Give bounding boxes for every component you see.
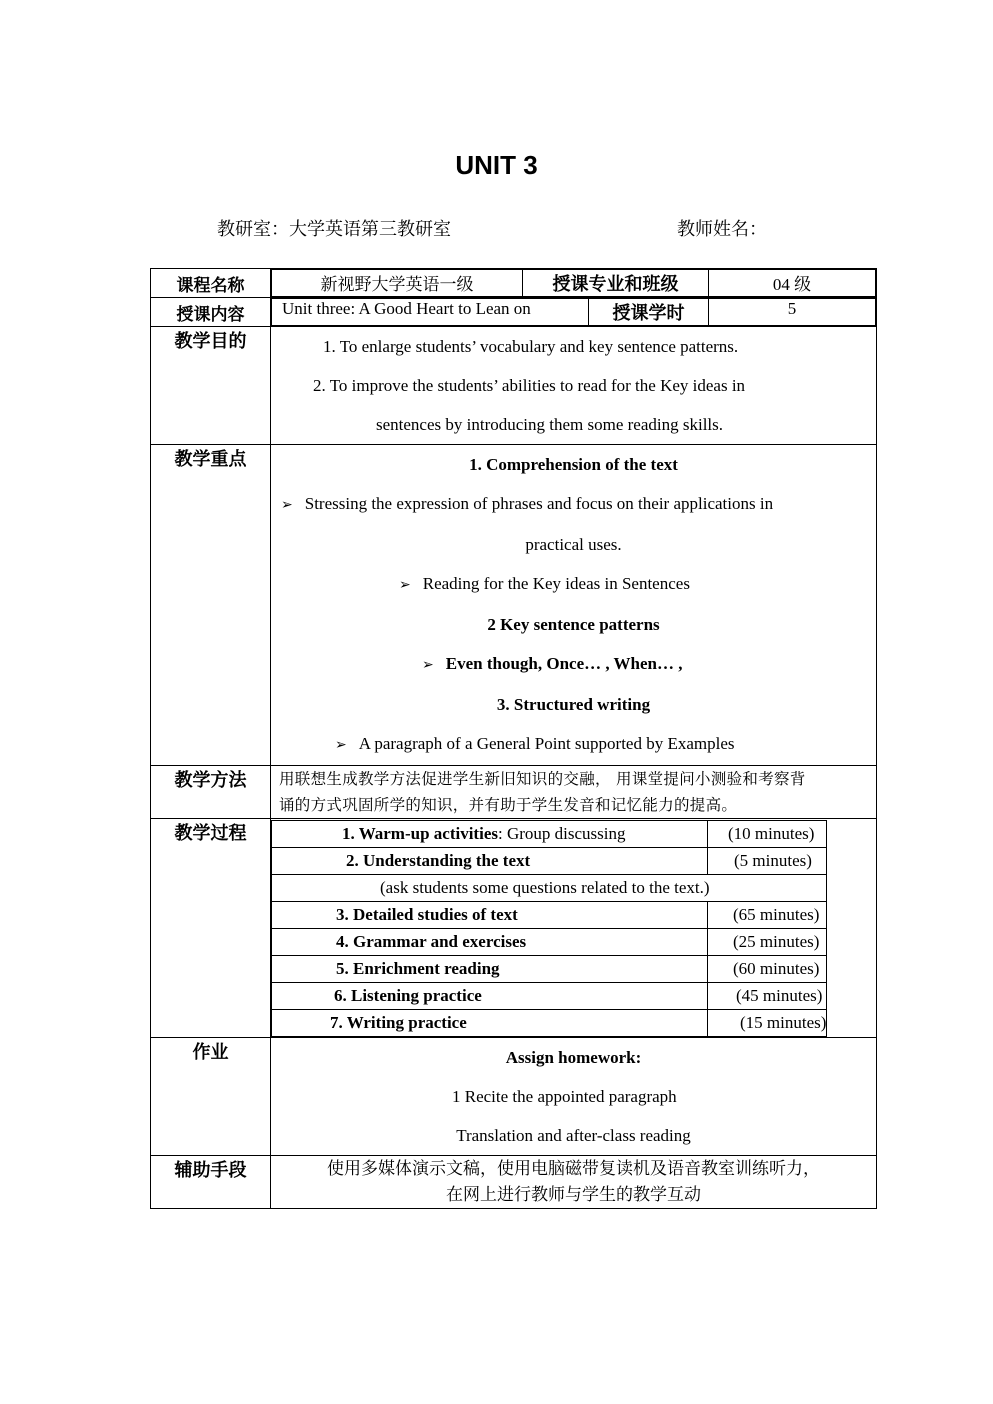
method-row <box>151 766 877 819</box>
key-bullet: ➢ A paragraph of a General Point supported by Examples <box>335 734 735 753</box>
process-step: 3. Detailed studies of text (65 minutes) <box>272 902 827 929</box>
aids-text: 使用多媒体演示文稿，使用电脑磁带复读机及语音教室训练听力， <box>327 1159 820 1179</box>
key-heading: 1. Comprehension of the text <box>469 455 678 474</box>
homework-heading: Assign homework: <box>505 1048 642 1067</box>
course-name-row <box>151 269 877 298</box>
lesson-plan-table <box>150 268 877 1209</box>
department-label: 教研室：大学英语第三教研室 <box>217 219 451 240</box>
arrow-bullet-icon: ➢ <box>399 577 411 593</box>
content-label: 授课内容 <box>151 298 271 327</box>
key-heading: 3. Structured writing <box>496 695 651 714</box>
course-name-value: 新视野大学英语一级 <box>272 270 523 297</box>
class-label: 授课专业和班级 <box>523 270 709 297</box>
objective-item: 1. To enlarge students’ vocabulary and key sentence patterns. <box>323 337 739 356</box>
homework-label: 作业 <box>151 1038 271 1156</box>
key-bullet: ➢ Reading for the Key ideas in Sentences <box>399 574 690 593</box>
process-step: 1. Warm-up activities: Group discussing (10 minutes) <box>272 821 827 848</box>
content-value: Unit three: A Good Heart to Lean on <box>272 299 589 326</box>
class-value: 04 级 <box>709 270 876 297</box>
teacher-name-label: 教师姓名： <box>677 219 767 240</box>
key-heading: 2 Key sentence patterns <box>487 615 660 634</box>
objectives-row <box>151 327 877 445</box>
objectives-label: 教学目的 <box>151 327 271 445</box>
key-bullet-cont: practical uses. <box>525 535 622 554</box>
aids-text: 在网上进行教师与学生的教学互动 <box>446 1185 701 1205</box>
content-row <box>151 298 877 327</box>
process-row <box>151 819 877 1038</box>
process-step: 2. Understanding the text (5 minutes) <box>272 848 827 875</box>
hours-label: 授课学时 <box>589 299 709 326</box>
method-text: 诵的方式巩固所学的知识，并有助于学生发音和记忆能力的提高。 <box>279 796 738 814</box>
key-bullet: ➢ Stressing the expression of phrases and focus on their applications in <box>281 494 774 513</box>
homework-item: 1 Recite the appointed paragraph <box>452 1087 677 1106</box>
homework-row <box>151 1038 877 1156</box>
arrow-bullet-icon: ➢ <box>281 497 293 513</box>
method-label: 教学方法 <box>151 766 271 819</box>
objective-item: sentences by introducing them some reading skills. <box>376 415 724 434</box>
key-points-label: 教学重点 <box>151 445 271 766</box>
arrow-bullet-icon: ➢ <box>422 657 434 673</box>
arrow-bullet-icon: ➢ <box>335 737 347 753</box>
method-text: 用联想生成教学方法促进学生新旧知识的交融， 用课堂提问小测验和考察背 <box>279 770 806 788</box>
process-step: 6. Listening practice (45 minutes) <box>272 983 827 1010</box>
hours-value: 5 <box>709 299 876 326</box>
aids-row <box>151 1156 877 1209</box>
process-step: 4. Grammar and exercises (25 minutes) <box>272 929 827 956</box>
objective-item: 2. To improve the students’ abilities to read for the Key ideas in <box>313 376 746 395</box>
aids-label: 辅助手段 <box>151 1156 271 1209</box>
page-title: UNIT 3 <box>455 150 538 180</box>
course-name-label: 课程名称 <box>151 269 271 298</box>
homework-item: Translation and after-class reading <box>456 1126 691 1145</box>
key-points-row <box>151 445 877 766</box>
process-step: 7. Writing practice (15 minutes) <box>272 1010 827 1037</box>
process-step: 5. Enrichment reading (60 minutes) <box>272 956 827 983</box>
key-bullet: ➢ Even though, Once… , When… , <box>422 654 683 673</box>
process-note: (ask students some questions related to the text.) <box>272 875 827 902</box>
process-label: 教学过程 <box>151 819 271 1038</box>
